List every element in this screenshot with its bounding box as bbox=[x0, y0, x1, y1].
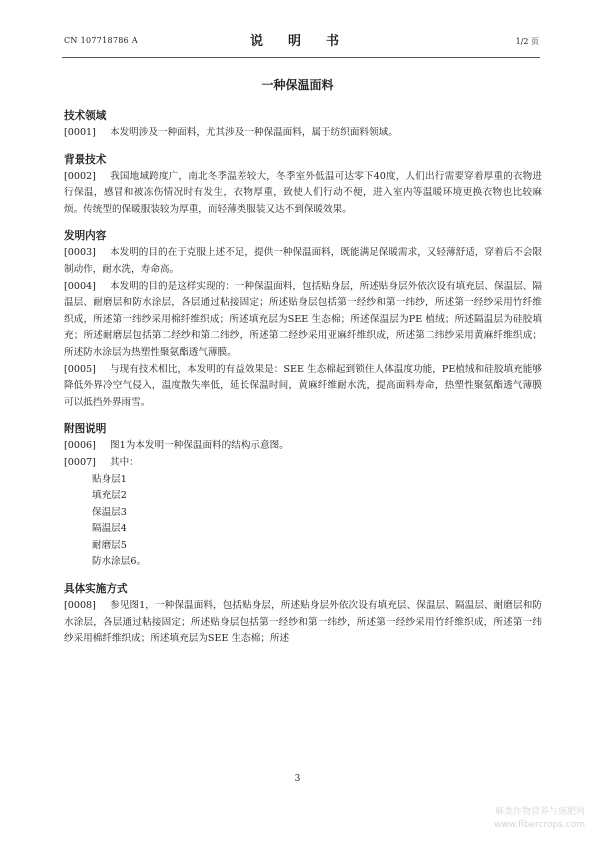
page-count: 1/2 页 bbox=[515, 37, 539, 46]
paragraph-number: [0007] bbox=[64, 456, 96, 468]
paragraph-0006 bbox=[64, 438, 542, 455]
page-number: 3 bbox=[294, 774, 301, 784]
paragraph-0005 bbox=[64, 362, 542, 412]
paragraph-number: [0003] bbox=[64, 247, 96, 259]
list-item: 填充层2 bbox=[92, 490, 127, 502]
paragraph-0001 bbox=[64, 125, 542, 142]
paragraph-text: 其中： bbox=[110, 456, 139, 468]
layer-list bbox=[64, 472, 542, 572]
patent-number: CN 107718786 A bbox=[64, 36, 138, 45]
list-item: 隔温层4 bbox=[92, 523, 127, 535]
watermark-url: www.fibercrops.com bbox=[494, 820, 585, 830]
section-heading-embodiment: 具体实施方式 bbox=[64, 583, 128, 596]
section-heading-summary: 发明内容 bbox=[64, 230, 107, 243]
paragraph-number: [0002] bbox=[64, 170, 96, 182]
paragraph-number: [0006] bbox=[64, 440, 96, 452]
paragraph-number: [0008] bbox=[64, 600, 96, 612]
paragraph-number: [0001] bbox=[64, 127, 96, 138]
list-item: 贴身层1 bbox=[92, 473, 127, 485]
header-rule bbox=[62, 57, 540, 58]
section-heading-background: 背景技术 bbox=[64, 153, 107, 166]
watermark-name: 麻类作物营养与施肥网 bbox=[494, 807, 585, 817]
list-item: 耐磨层5 bbox=[92, 539, 127, 551]
paragraph-text: 本发明的目的在于克服上述不足，提供一种保温面料，既能满足保暖需求，又轻薄舒适，穿着后不会限制动作，耐水洗，寿命高。 bbox=[64, 247, 542, 275]
section-heading-drawings: 附图说明 bbox=[64, 423, 107, 436]
paragraph-number: [0005] bbox=[64, 363, 96, 375]
paragraph-text: 本发明的目的是这样实现的：一种保温面料，包括贴身层，所述贴身层外依次设有填充层、保温层、隔温层、耐磨层和防水涂层，各层通过粘接固定；所述贴身层包括第一经纱和第一纬纱，所述第一经纱采用竹纤维织成，所述第一纬纱采用棉纤维织成；所述填充层为SEE 生态棉；所述保温层为PE 植绒；所述隔温层为硅胶填充；所述耐磨层包括第二经纱和第二纬纱，所述第二经纱采用亚麻纤维织成，所述第二纬纱采用黄麻纤维织成；所述防水涂层为热塑性聚氨酯透气薄膜。 bbox=[64, 280, 542, 358]
paragraph-text: 本发明涉及一种面料，尤其涉及一种保温面料，属于纺织面料领域。 bbox=[110, 127, 398, 138]
paragraph-text: 我国地域跨度广，南北冬季温差较大，冬季室外低温可达零下40度，人们出行需要穿着厚重的衣物进行保温，感冒和被冻伤情况时有发生，衣物厚重，致使人们行动不便，进入室内等温暖环境更换衣物也比较麻烦。传统型的保暖服装较为厚重，而轻薄类服装又达不到保暖效果。 bbox=[64, 170, 542, 215]
paragraph-text: 与现有技术相比，本发明的有益效果是：SEE 生态棉起到锁住人体温度功能，PE植绒和硅胶填充能够降低外界冷空气侵入，温度散失率低，延长保温时间，黄麻纤维耐水洗，提高面料寿命，热塑性聚氨酯透气薄膜可以抵挡外界雨雪。 bbox=[64, 363, 542, 408]
document-title: 一种保温面料 bbox=[261, 78, 334, 92]
section-heading-tech-field: 技术领域 bbox=[64, 110, 107, 122]
paragraph-text: 参见图1，一种保温面料，包括贴身层，所述贴身层外依次设有填充层、保温层、隔温层、耐磨层和防水涂层，各层通过粘接固定；所述贴身层包括第一经纱和第一纬纱，所述第一经纱采用竹纤维织成，所述第一纬纱采用棉纤维织成；所述填充层为SEE 生态棉；所述 bbox=[64, 600, 542, 645]
page-header bbox=[0, 30, 595, 52]
paragraph-number: [0004] bbox=[64, 280, 96, 292]
document-type: 说 明 书 bbox=[249, 34, 345, 49]
document-body bbox=[64, 108, 542, 648]
paragraph-0003 bbox=[64, 245, 542, 278]
paragraph-0008 bbox=[64, 598, 542, 648]
list-item: 保温层3 bbox=[92, 506, 127, 518]
watermark bbox=[494, 806, 585, 832]
paragraph-text: 图1为本发明一种保温面料的结构示意图。 bbox=[110, 440, 289, 452]
list-item: 防水涂层6。 bbox=[92, 556, 147, 568]
paragraph-0004 bbox=[64, 279, 542, 362]
paragraph-0002 bbox=[64, 169, 542, 219]
paragraph-0007 bbox=[64, 455, 542, 472]
